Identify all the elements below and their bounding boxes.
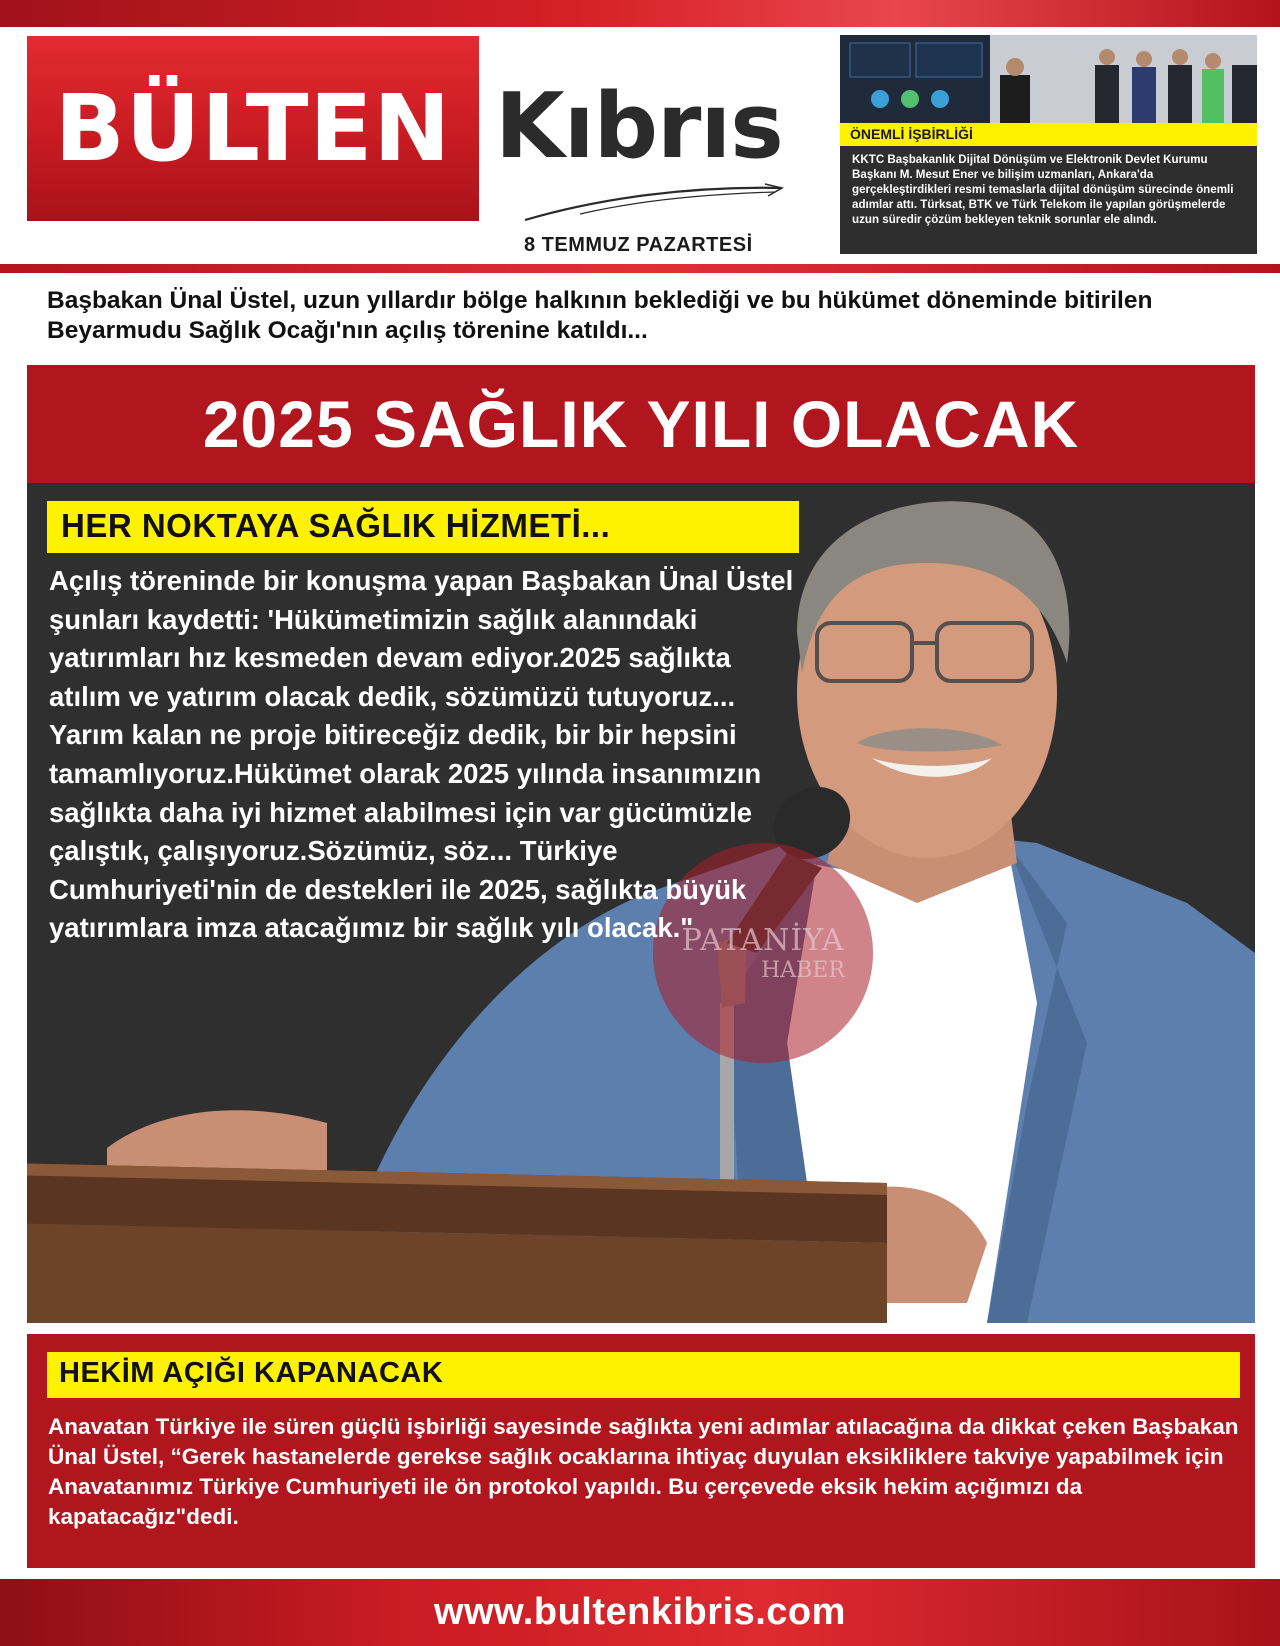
top-red-band (0, 0, 1280, 27)
logo-swoosh (520, 176, 790, 226)
logo-bulten (27, 36, 479, 221)
side-news-photo (840, 35, 1257, 123)
issue-date: 8 TEMMUZ PAZARTESİ (524, 234, 753, 256)
side-news-box (840, 35, 1257, 254)
main-headline: 2025 SAĞLIK YILI OLACAK (202, 387, 1080, 461)
logo-bulten-text: BÜLTEN (54, 75, 452, 182)
footer-url[interactable]: www.bultenkibris.com (434, 1591, 846, 1633)
main-story-panel (27, 365, 1255, 1323)
logo-kibris: Kıbrıs (495, 74, 783, 179)
main-body-text: Açılış töreninde bir konuşma yapan Başbakan Ünal Üstel şunları kaydetti: 'Hükümetimizin sağlık alanındaki yatırımları hız kesmeden devam ediyor.2025 sağlıkta atılım ve yatırım olacak dedik, sözümüzü tutuyoruz... Yarım kalan ne proje bitireceğiz dedik, bir bir hepsini tamamlıyoruz.Hükümet olarak 2025 yılında insanımızın sağlıkta daha iyi hizmet alabilmesi için var gücümüzle çalıştık, çalışıyoruz.Sözümüz, söz... Türkiye Cumhuriyeti'nin de destekleri ile 2025, sağlıkta büyük yatırımlara imza atacağımız bir sağlık yılı olacak." (49, 565, 794, 944)
lead-paragraph: Başbakan Ünal Üstel, uzun yıllardır bölge halkının beklediği ve bu hükümet döneminde bitirilen Beyarmudu Sağlık Ocağı'nın açılış törenine katıldı... (47, 287, 1153, 344)
header-rule (0, 264, 1280, 273)
headline-band (27, 365, 1255, 483)
secondary-body-text: Anavatan Türkiye ile süren güçlü işbirliği sayesinde sağlıkta yeni adımlar atılacağına da dikkat çeken Başbakan Ünal Üstel, “Gerek hastanelerde gerekse sağlık ocaklarına ihtiyaç duyulan eksikliklere takviye yapabilmek için Anavatanımız Türkiye Cumhuriyeti ile ön protokol yapıldı. Bu çerçevede eksik hekim açığımızı da kapatacağız"dedi. (48, 1414, 1239, 1529)
side-news-text: KKTC Başbakanlık Dijital Dönüşüm ve Elektronik Devlet Kurumu Başkanı M. Mesut Ener ve bilişim uzmanları, Ankara'da gerçekleştirdikleri resmi temaslarla dijital dönüşüm sürecinde önemli adımlar attı. Türksat, BTK ve Türk Telekom ile yapılan görüşmelerde uzun süredir çözüm bekleyen teknik sorunlar ele alındı. (852, 153, 1234, 226)
main-subhead: HER NOKTAYA SAĞLIK HİZMETİ... (47, 501, 799, 553)
secondary-subhead: HEKİM AÇIĞI KAPANACAK (47, 1352, 1240, 1398)
footer-band (0, 1579, 1280, 1646)
side-news-tag: ÖNEMLİ İŞBİRLİĞİ (840, 123, 1257, 146)
watermark-subtext: HABER (761, 958, 845, 983)
secondary-story-panel (27, 1334, 1255, 1568)
watermark-text: PATANİYA (681, 923, 845, 958)
